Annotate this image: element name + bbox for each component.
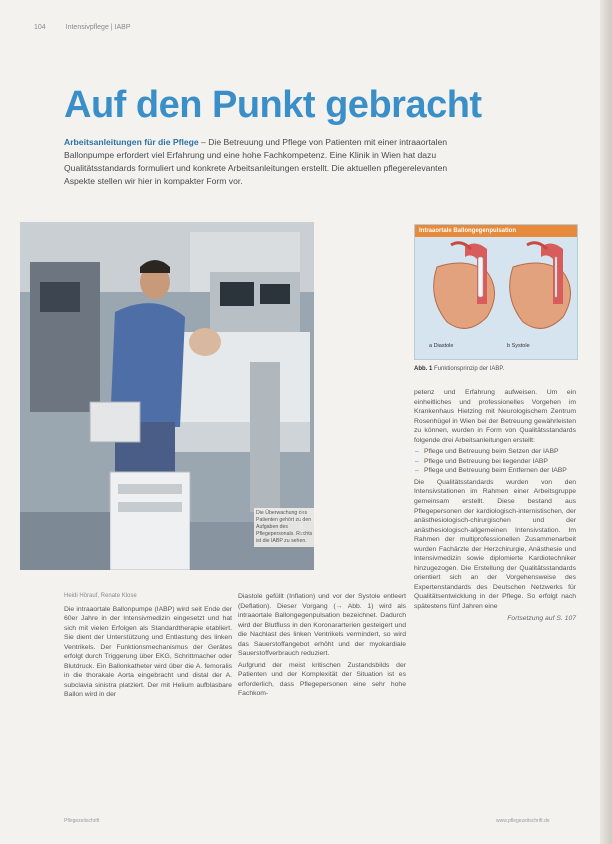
column-3-paragraph-2: Die Qualitätsstandards wurden von den Intensivstationen im Rahmen einer Arbeitsgruppe gemeinsam erstellt. Diese bestand aus Pflegepersonen der kardiologisch-internistischen, der anästhesiologisch-chirurgischen und der anästhesiologisch-allgemeinen Intensivstation. Im Rahmen der multiprofessionellen Zusammenarbeit wurden Fachärzte der Herzchirurgie, Anästhesie und Intensivmedizin sowie diplomierte Kardiotechniker hinzugezogen. Die Erstellung der Qualitätsstandards orientiert sich an der Vorgehensweise des Expertenstandards des Deutschen Netzwerks für Qualitätsentwicklung in der Pflege. So erfolgt nach spätestens fünf Jahren eine	[414, 478, 576, 611]
column-1-text: Die intraaortale Ballonpumpe (IABP) wird seit Ende der 60er Jahre in der Intensivmedizin eingesetzt und hat sich mit vielen Erfolgen als Standardtherapie etabliert. Sie dient der Unterstützung und Entlastung des linken Ventrikels. Der Funktionsmechanismus der Gerätes erfolgt durch Triggerung über EKG, Schrittmacher oder Blutdruck. Ein Ballonkatheter wird über die A. femoralis in die thorakale Aorta eingebracht und distal der A. subclavia sinistra platziert. Der mit Helium aufblasbare Ballon wird in der	[64, 605, 232, 699]
column-2-paragraph-2: Aufgrund der meist kritischen Zustandsbilds der Patienten und der Komplexität der Situation ist es erforderlich, dass Pflegepersonen eine sehr hohe Fachkom-	[238, 661, 406, 698]
heart-diastole-illustration	[434, 243, 495, 329]
footer-right: www.pflegezeitschrift.de	[496, 818, 550, 824]
panel-a-label: a Diastole	[429, 343, 454, 349]
figure-caption-text: Funktionsprinzip der IABP.	[434, 366, 505, 372]
list-item: – Pflege und Betreuung bei liegender IABP	[424, 457, 576, 467]
heart-diagram	[415, 237, 577, 337]
work-instructions-list	[414, 447, 576, 476]
photo-credit: Quelle: Autor	[299, 509, 304, 536]
running-title: Intensivpflege | IABP	[65, 24, 131, 31]
column-3-paragraph-1: petenz und Erfahrung aufweisen. Um ein einheitliches und professionelles Vorgehen im Krankenhaus Hietzing mit Neurologischem Zentrum Rosenhügel in Wien bei der Betreuung gewährleisten zu können, wurden in Form von Qualitätsstandards folgende drei Arbeitsanleitungen erstellt:	[414, 389, 576, 444]
page-edge	[600, 0, 612, 844]
lead-text: Die Betreuung und Pflege von Patienten mit einer intraaortalen Ballonpumpe erfordert viel Erfahrung und eine hohe Fachkompetenz. Eine Klinik in Wien hat dazu Qualitätsstandards formuliert und konkrete Arbeitsanleitungen erstellt. Die aktuellen pflegerelevanten Aspekte stellen wir hier in kompakter Form vor.	[64, 137, 448, 186]
footer-left: Pflegezeitschrift	[64, 818, 100, 824]
panel-b-label: b Systole	[507, 343, 530, 349]
continued-link[interactable]: Fortsetzung auf S. 107	[507, 614, 576, 622]
figure-caption	[414, 366, 504, 372]
lead-paragraph: Arbeitsanleitungen für die Pflege – Die Betreuung und Pflege von Patienten mit einer intraaortalen Ballonpumpe erfordert viel Erfahrung und eine hohe Fachkompetenz. Eine Klinik in Wien hat dazu Qualitätsstandards formuliert und konkrete Arbeitsanleitungen erstellt. Die aktuellen pflegerelevanten Aspekte stellen wir hier in kompakter Form vor.	[64, 137, 448, 186]
article-column-1	[64, 592, 232, 702]
article-column-3	[414, 388, 576, 625]
page-number: 104	[34, 24, 46, 31]
figure-box	[414, 224, 578, 360]
article-column-2	[238, 592, 406, 701]
page-title: Auf den Punkt gebracht	[64, 84, 482, 126]
lead-kicker: Arbeitsanleitungen für die Pflege	[64, 137, 199, 147]
list-item: – Pflege und Betreuung beim Setzen der IABP	[424, 447, 576, 457]
photo-caption: Die Überwachung des Patienten gehört zu den Aufgaben des Pflegepersonals. Rechts ist die IABP zu sehen.	[254, 508, 316, 547]
figure-title: Intraaortale Ballongegenpulsation	[415, 225, 577, 237]
heart-systole-illustration	[510, 243, 571, 329]
column-2-paragraph-1: Diastole gefüllt (Inflation) und vor der Systole entleert (Deflation). Dieser Vorgang (→ Abb. 1) wird als intraaortale Ballongegenpulsation bezeichnet. Dadurch wird der Blutfluss in den Koronararterien gesteigert und die Nachlast des linken Ventrikels vermindert, so wird das Sauerstoffangebot erhöht und der myokardiale Sauerstoffverbrauch reduziert.	[238, 593, 406, 658]
list-item: – Pflege und Betreuung beim Entfernen der IABP	[424, 466, 576, 476]
running-header	[34, 24, 131, 31]
author-line: Heidi Hörauf, Renate Klose	[64, 593, 137, 599]
figure-caption-label: Abb. 1	[414, 366, 433, 372]
